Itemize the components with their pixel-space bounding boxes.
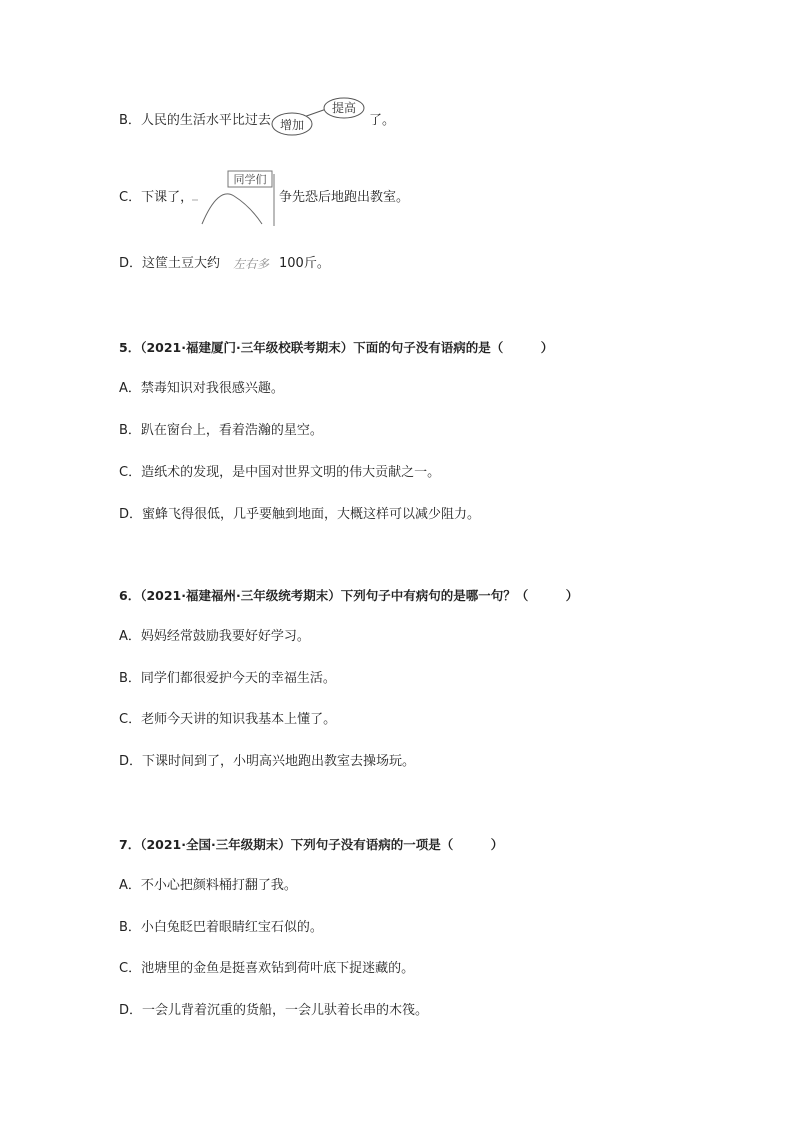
picture-label: 同学们: [233, 173, 267, 186]
q4-option-c-tail: [279, 189, 409, 207]
q7-stem: 7．（2021·全国·三年级期末）下列句子没有语病的一项是（ ）: [119, 837, 504, 852]
q4-option-d: [119, 255, 220, 273]
q5-option-b: B．趴在窗台上，看着浩瀚的星空。: [119, 423, 323, 438]
q5-option-d: D．蜜蜂飞得很低，几乎要触到地面，大概这样可以减少阻力。: [119, 507, 481, 522]
q4-option-d-handwritten-word: [228, 252, 274, 274]
q4-option-c-before: C．下课了，: [119, 190, 194, 205]
q7-option-b: B．小白兔眨巴着眼睛红宝石似的。: [119, 920, 323, 935]
q4-option-b: [119, 112, 271, 130]
q4-option-c-picture: [188, 168, 280, 228]
q4-option-b-tail: [369, 112, 395, 130]
q4-option-c-after: 争先恐后地跑出教室。: [279, 190, 410, 205]
q4-option-b-before: B．人民的生活水平比过去: [119, 113, 271, 128]
q4-option-d-after: 100斤。: [279, 256, 330, 271]
q6-option-d: D．下课时间到了，小明高兴地跑出教室去操场玩。: [119, 754, 416, 769]
q7-option-a: A．不小心把颜料桶打翻了我。: [119, 878, 297, 893]
q4-option-b-after: 了。: [369, 113, 396, 128]
q4-option-c: [119, 189, 193, 207]
q6-stem: 6．（2021·福建福州·三年级统考期末）下列句子中有病句的是哪一句？（ ）: [119, 588, 579, 603]
q6-option-b: B．同学们都很爱护今天的幸福生活。: [119, 671, 336, 686]
q5-stem: 5．（2021·福建厦门·三年级校联考期末）下面的句子没有语病的是（ ）: [119, 340, 554, 355]
q6-option-a: A．妈妈经常鼓励我要好好学习。: [119, 629, 310, 644]
q6-option-c: C．老师今天讲的知识我基本上懂了。: [119, 712, 337, 727]
q4-option-d-tail: [279, 255, 330, 273]
bubble-word-1: 增加: [279, 118, 305, 132]
q7-option-c: C．池塘里的金鱼是挺喜欢钻到荷叶底下捉迷藏的。: [119, 961, 415, 976]
q4-option-d-before: D．这筐土豆大约: [119, 256, 221, 271]
handwritten-word: 左右多: [232, 257, 270, 271]
bubble-word-2: 提高: [331, 101, 357, 115]
q7-option-d: D．一会儿背着沉重的货船，一会儿驮着长串的木筏。: [119, 1003, 429, 1018]
q5-option-a: A．禁毒知识对我很感兴趣。: [119, 381, 284, 396]
q4-option-b-word-bubbles: [270, 97, 366, 139]
q5-option-c: C．造纸术的发现，是中国对世界文明的伟大贡献之一。: [119, 465, 441, 480]
